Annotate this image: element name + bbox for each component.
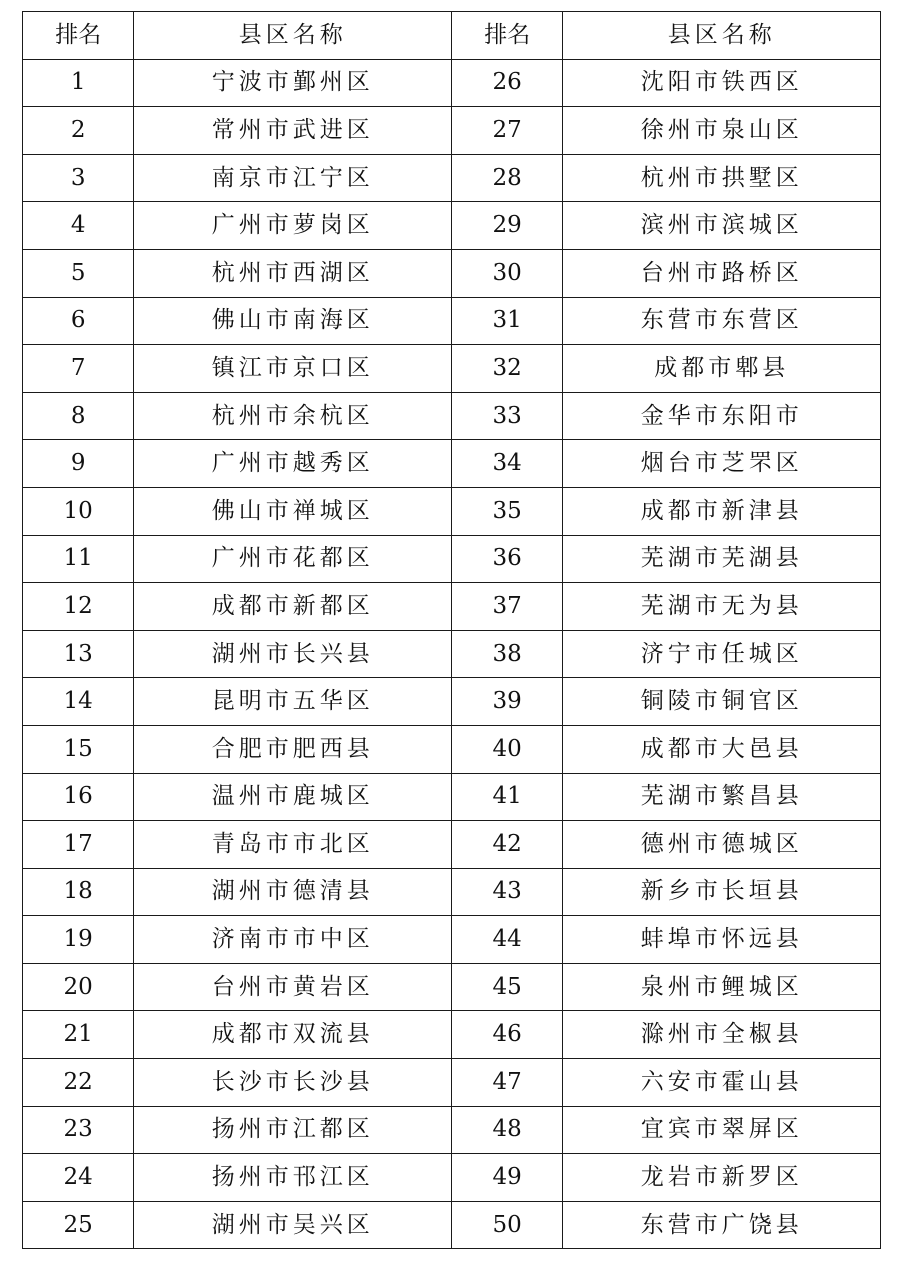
table-row	[23, 107, 881, 155]
rank-cell: 6	[23, 297, 134, 345]
rank-cell: 28	[452, 154, 563, 202]
table-row	[23, 868, 881, 916]
rank-cell: 43	[452, 868, 563, 916]
table-row	[23, 1011, 881, 1059]
rank-cell: 40	[452, 725, 563, 773]
table-row	[23, 678, 881, 726]
county-name-cell: 温州市鹿城区	[134, 773, 452, 821]
ranking-table	[22, 11, 881, 1249]
table-row	[23, 487, 881, 535]
county-name-cell: 佛山市禅城区	[134, 487, 452, 535]
rank-cell: 42	[452, 821, 563, 869]
county-name-cell: 台州市路桥区	[563, 249, 881, 297]
county-name-cell: 佛山市南海区	[134, 297, 452, 345]
table-row	[23, 297, 881, 345]
rank-cell: 15	[23, 725, 134, 773]
table-row	[23, 821, 881, 869]
table-row	[23, 345, 881, 393]
rank-cell: 35	[452, 487, 563, 535]
county-name-cell: 蚌埠市怀远县	[563, 916, 881, 964]
county-name-cell: 滨州市滨城区	[563, 202, 881, 250]
rank-cell: 36	[452, 535, 563, 583]
rank-cell: 45	[452, 963, 563, 1011]
county-name-cell: 宜宾市翠屏区	[563, 1106, 881, 1154]
rank-cell: 1	[23, 59, 134, 107]
county-name-cell: 铜陵市铜官区	[563, 678, 881, 726]
table-row	[23, 1106, 881, 1154]
county-name-cell: 广州市花都区	[134, 535, 452, 583]
rank-cell: 10	[23, 487, 134, 535]
rank-cell: 20	[23, 963, 134, 1011]
county-name-cell: 徐州市泉山区	[563, 107, 881, 155]
rank-cell: 7	[23, 345, 134, 393]
county-name-cell: 南京市江宁区	[134, 154, 452, 202]
county-name-cell: 东营市广饶县	[563, 1201, 881, 1249]
county-name-cell: 杭州市拱墅区	[563, 154, 881, 202]
county-name-header-left: 县区名称	[134, 12, 452, 60]
table-row	[23, 535, 881, 583]
rank-cell: 49	[452, 1154, 563, 1202]
county-name-cell: 成都市新津县	[563, 487, 881, 535]
county-name-cell: 泉州市鲤城区	[563, 963, 881, 1011]
table-header-row	[23, 12, 881, 60]
rank-header-left: 排名	[23, 12, 134, 60]
rank-cell: 25	[23, 1201, 134, 1249]
rank-cell: 37	[452, 583, 563, 631]
county-name-cell: 湖州市德清县	[134, 868, 452, 916]
rank-cell: 27	[452, 107, 563, 155]
rank-cell: 41	[452, 773, 563, 821]
rank-cell: 48	[452, 1106, 563, 1154]
rank-cell: 8	[23, 392, 134, 440]
county-name-cell: 长沙市长沙县	[134, 1059, 452, 1107]
table-row	[23, 1154, 881, 1202]
county-name-cell: 成都市新都区	[134, 583, 452, 631]
county-name-cell: 成都市大邑县	[563, 725, 881, 773]
rank-cell: 26	[452, 59, 563, 107]
county-name-cell: 芜湖市芜湖县	[563, 535, 881, 583]
rank-cell: 14	[23, 678, 134, 726]
county-name-cell: 台州市黄岩区	[134, 963, 452, 1011]
rank-cell: 23	[23, 1106, 134, 1154]
county-name-cell: 杭州市西湖区	[134, 249, 452, 297]
table-row	[23, 1059, 881, 1107]
rank-cell: 39	[452, 678, 563, 726]
table-row	[23, 249, 881, 297]
rank-cell: 38	[452, 630, 563, 678]
table-row	[23, 440, 881, 488]
rank-cell: 5	[23, 249, 134, 297]
county-name-cell: 芜湖市繁昌县	[563, 773, 881, 821]
county-name-cell: 成都市双流县	[134, 1011, 452, 1059]
county-name-cell: 金华市东阳市	[563, 392, 881, 440]
county-name-cell: 湖州市吴兴区	[134, 1201, 452, 1249]
rank-cell: 31	[452, 297, 563, 345]
table-row	[23, 725, 881, 773]
rank-cell: 29	[452, 202, 563, 250]
rank-cell: 24	[23, 1154, 134, 1202]
county-name-cell: 杭州市余杭区	[134, 392, 452, 440]
table-row	[23, 963, 881, 1011]
county-name-cell: 湖州市长兴县	[134, 630, 452, 678]
county-name-cell: 广州市萝岗区	[134, 202, 452, 250]
county-name-cell: 济宁市任城区	[563, 630, 881, 678]
rank-cell: 44	[452, 916, 563, 964]
rank-cell: 34	[452, 440, 563, 488]
rank-cell: 46	[452, 1011, 563, 1059]
county-name-cell: 东营市东营区	[563, 297, 881, 345]
rank-cell: 4	[23, 202, 134, 250]
rank-cell: 32	[452, 345, 563, 393]
county-name-cell: 滁州市全椒县	[563, 1011, 881, 1059]
rank-cell: 16	[23, 773, 134, 821]
rank-cell: 17	[23, 821, 134, 869]
table-row	[23, 1201, 881, 1249]
table-row	[23, 202, 881, 250]
table-row	[23, 773, 881, 821]
rank-cell: 21	[23, 1011, 134, 1059]
table-body	[23, 59, 881, 1249]
county-name-cell: 成都市郫县	[563, 345, 881, 393]
table-row	[23, 59, 881, 107]
county-name-cell: 常州市武进区	[134, 107, 452, 155]
rank-cell: 9	[23, 440, 134, 488]
rank-cell: 47	[452, 1059, 563, 1107]
table-row	[23, 392, 881, 440]
county-name-cell: 广州市越秀区	[134, 440, 452, 488]
rank-cell: 50	[452, 1201, 563, 1249]
rank-cell: 3	[23, 154, 134, 202]
county-name-cell: 济南市市中区	[134, 916, 452, 964]
county-name-cell: 德州市德城区	[563, 821, 881, 869]
rank-cell: 22	[23, 1059, 134, 1107]
county-name-cell: 龙岩市新罗区	[563, 1154, 881, 1202]
county-name-cell: 镇江市京口区	[134, 345, 452, 393]
table-row	[23, 916, 881, 964]
rank-cell: 2	[23, 107, 134, 155]
county-name-cell: 新乡市长垣县	[563, 868, 881, 916]
rank-cell: 13	[23, 630, 134, 678]
table-row	[23, 630, 881, 678]
rank-cell: 19	[23, 916, 134, 964]
county-name-cell: 昆明市五华区	[134, 678, 452, 726]
rank-cell: 33	[452, 392, 563, 440]
county-name-cell: 沈阳市铁西区	[563, 59, 881, 107]
county-name-cell: 芜湖市无为县	[563, 583, 881, 631]
county-name-cell: 烟台市芝罘区	[563, 440, 881, 488]
table-row	[23, 154, 881, 202]
county-name-cell: 六安市霍山县	[563, 1059, 881, 1107]
rank-cell: 30	[452, 249, 563, 297]
rank-cell: 12	[23, 583, 134, 631]
rank-header-right: 排名	[452, 12, 563, 60]
table-row	[23, 583, 881, 631]
rank-cell: 18	[23, 868, 134, 916]
county-name-cell: 扬州市江都区	[134, 1106, 452, 1154]
county-name-cell: 扬州市邗江区	[134, 1154, 452, 1202]
county-name-cell: 宁波市鄞州区	[134, 59, 452, 107]
rank-cell: 11	[23, 535, 134, 583]
county-name-cell: 合肥市肥西县	[134, 725, 452, 773]
county-name-cell: 青岛市市北区	[134, 821, 452, 869]
county-name-header-right: 县区名称	[563, 12, 881, 60]
